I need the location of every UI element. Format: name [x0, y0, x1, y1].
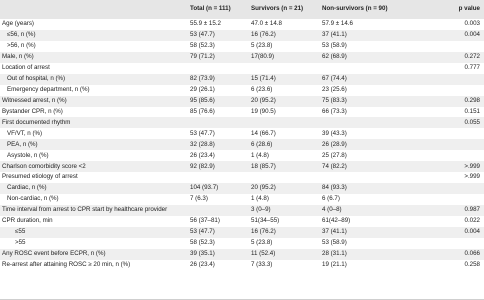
- cell-p-value: 0.022: [464, 217, 480, 225]
- table-row: [0, 85, 484, 96]
- cell-non-survivors: 61(42–89): [322, 217, 351, 225]
- cell-p-value: 0.004: [464, 228, 480, 236]
- cell-non-survivors: 19 (21.1): [322, 260, 347, 268]
- row-label: ≤55: [15, 228, 26, 236]
- cell-non-survivors: 66 (73.3): [322, 107, 347, 115]
- row-label: First documented rhythm: [2, 118, 71, 126]
- cell-non-survivors: 84 (93.3): [322, 184, 347, 192]
- cell-non-survivors: [320, 172, 435, 183]
- cell-survivors: 1 (4.8): [251, 195, 269, 203]
- cell-p-value: [435, 85, 484, 96]
- cell-survivors: 47.0 ± 14.8: [251, 20, 282, 28]
- cell-non-survivors: 37 (41.1): [322, 31, 347, 39]
- cell-p-value: [435, 183, 484, 194]
- table-row: [0, 117, 484, 128]
- cell-survivors: 7 (33.3): [251, 260, 273, 268]
- cell-survivors: 19 (90.5): [251, 107, 276, 115]
- table-row: [0, 128, 484, 139]
- cell-p-value: 0.151: [464, 107, 480, 115]
- cell-total: 26 (23.4): [190, 260, 215, 268]
- cell-total: 53 (47.7): [190, 31, 215, 39]
- row-label: Location of arrest: [2, 64, 50, 72]
- cell-total: 55.9 ± 15.2: [190, 20, 221, 28]
- cell-p-value: [435, 41, 484, 52]
- header-total: Total (n = 111): [190, 5, 231, 13]
- row-label: Presumed etiology of arrest: [2, 173, 78, 181]
- row-label: Cardiac, n (%): [7, 184, 47, 192]
- cell-non-survivors: 62 (68.9): [322, 53, 347, 61]
- cell-survivors: 16 (76.2): [251, 228, 276, 236]
- cell-survivors: 6 (23.6): [251, 85, 273, 93]
- cell-survivors: [249, 63, 320, 74]
- header-p-value: p value: [458, 5, 480, 13]
- table-body: [0, 19, 484, 271]
- row-label: Time interval from arrest to CPR start by healthcare provider: [2, 206, 168, 214]
- cell-p-value: 0.777: [464, 64, 480, 72]
- table-row: [0, 183, 484, 194]
- cell-total: 95 (85.6): [190, 96, 215, 104]
- cell-non-survivors: 53 (58.9): [322, 239, 347, 247]
- cell-survivors: 6 (28.6): [251, 140, 273, 148]
- cell-survivors: 1 (4.8): [251, 151, 269, 159]
- header-label-column: [0, 0, 188, 19]
- header-non-survivors: Non-survivors (n = 90): [322, 5, 388, 13]
- cell-survivors: [249, 117, 320, 128]
- row-label: Asystole, n (%): [7, 151, 49, 159]
- cell-non-survivors: 75 (83.3): [322, 96, 347, 104]
- row-label: Any ROSC event before ECPR, n (%): [2, 250, 106, 258]
- table-row: [0, 161, 484, 172]
- row-label: ≤56, n (%): [7, 31, 36, 39]
- cell-non-survivors: 37 (41.1): [322, 228, 347, 236]
- table-row: [0, 172, 484, 183]
- cell-non-survivors: 4 (0–8): [322, 206, 342, 214]
- table-row: [0, 205, 484, 216]
- cell-total: 29 (26.1): [190, 85, 215, 93]
- row-label: Charlson comorbidity score <2: [2, 162, 86, 170]
- row-label: Out of hospital, n (%): [7, 75, 66, 83]
- cell-survivors: 51(34–55): [251, 217, 280, 225]
- table-row: [0, 216, 484, 227]
- row-label: Age (years): [2, 20, 34, 28]
- cell-total: 32 (28.8): [190, 140, 215, 148]
- cell-p-value: [435, 128, 484, 139]
- row-label: PEA, n (%): [7, 140, 38, 148]
- table-row: [0, 260, 484, 271]
- cell-p-value: [435, 139, 484, 150]
- cell-non-survivors: 26 (28.9): [322, 140, 347, 148]
- cell-p-value: 0.258: [464, 260, 480, 268]
- cell-total: [188, 117, 249, 128]
- cell-survivors: 5 (23.8): [251, 239, 273, 247]
- table-row: [0, 74, 484, 85]
- cell-survivors: 11 (52.4): [251, 250, 276, 258]
- row-label: Bystander CPR, n (%): [2, 107, 63, 115]
- cell-total: 53 (47.7): [190, 129, 215, 137]
- cell-total: 56 (37–81): [190, 217, 220, 225]
- cell-p-value: 0.055: [464, 118, 480, 126]
- table-row: [0, 249, 484, 260]
- row-label: VF/VT, n (%): [7, 129, 43, 137]
- cell-total: 7 (6.3): [190, 195, 208, 203]
- cell-p-value: 0.987: [464, 206, 480, 214]
- header-survivors: Survivors (n = 21): [251, 5, 304, 13]
- cell-total: 53 (47.7): [190, 228, 215, 236]
- table-row: [0, 41, 484, 52]
- cell-non-survivors: 53 (58.9): [322, 42, 347, 50]
- cell-survivors: 5 (23.8): [251, 42, 273, 50]
- table-row: [0, 63, 484, 74]
- cell-p-value: 0.272: [464, 53, 480, 61]
- cell-total: [188, 172, 249, 183]
- table-row: [0, 52, 484, 63]
- cell-p-value: >.999: [464, 162, 480, 170]
- row-label: CPR duration, min: [2, 217, 53, 225]
- row-label: Non-cardiac, n (%): [7, 195, 59, 203]
- cell-survivors: 17(80.9): [251, 53, 275, 61]
- cell-total: 82 (73.9): [190, 75, 215, 83]
- cell-non-survivors: 74 (82.2): [322, 162, 347, 170]
- cell-non-survivors: 23 (25.6): [322, 85, 347, 93]
- row-label: Male, n (%): [2, 53, 34, 61]
- cell-p-value: 0.004: [464, 31, 480, 39]
- cell-survivors: 15 (71.4): [251, 75, 276, 83]
- cell-p-value: [435, 238, 484, 249]
- cell-total: 79 (71.2): [190, 53, 215, 61]
- cell-non-survivors: 25 (27.8): [322, 151, 347, 159]
- cell-total: [188, 63, 249, 74]
- cell-total: 92 (82.9): [190, 162, 215, 170]
- cell-total: 85 (76.6): [190, 107, 215, 115]
- cell-non-survivors: 6 (6.7): [322, 195, 340, 203]
- table-header-row: [0, 0, 484, 19]
- cell-total: 58 (52.3): [190, 42, 215, 50]
- cell-p-value: [435, 74, 484, 85]
- row-label: Witnessed arrest, n (%): [2, 96, 67, 104]
- table-row: [0, 238, 484, 249]
- cell-total: 26 (23.4): [190, 151, 215, 159]
- cell-p-value: >.999: [464, 173, 480, 181]
- row-label: >56, n (%): [7, 42, 36, 50]
- row-label: Re-arrest after attaining ROSC ≥ 20 min, n (%): [2, 260, 131, 268]
- table-row: [0, 227, 484, 238]
- cell-survivors: 14 (66.7): [251, 129, 276, 137]
- cell-total: [188, 205, 249, 216]
- cell-p-value: 0.066: [464, 250, 480, 258]
- table-row: [0, 194, 484, 205]
- cell-non-survivors: 57.9 ± 14.6: [322, 20, 353, 28]
- cell-total: 39 (35.1): [190, 250, 215, 258]
- cell-p-value: [435, 194, 484, 205]
- table-row: [0, 30, 484, 41]
- cell-p-value: [435, 150, 484, 161]
- cell-p-value: 0.003: [464, 20, 480, 28]
- row-label: >55: [15, 239, 26, 247]
- table-row: [0, 96, 484, 107]
- table-row: [0, 107, 484, 118]
- table-row: [0, 139, 484, 150]
- cell-total: 104 (93.7): [190, 184, 219, 192]
- cell-survivors: 16 (76.2): [251, 31, 276, 39]
- cell-survivors: [249, 172, 320, 183]
- cell-survivors: 18 (85.7): [251, 162, 276, 170]
- cell-non-survivors: 28 (31.1): [322, 250, 347, 258]
- cell-total: 58 (52.3): [190, 239, 215, 247]
- cell-survivors: 20 (95.2): [251, 96, 276, 104]
- row-label: Emergency department, n (%): [7, 85, 90, 93]
- cell-non-survivors: [320, 63, 435, 74]
- cell-survivors: 20 (95.2): [251, 184, 276, 192]
- cell-p-value: 0.298: [464, 96, 480, 104]
- cell-non-survivors: 67 (74.4): [322, 75, 347, 83]
- cell-non-survivors: [320, 117, 435, 128]
- table-row: [0, 19, 484, 30]
- table-row: [0, 150, 484, 161]
- cell-survivors: 3 (0–9): [251, 206, 271, 214]
- cell-non-survivors: 39 (43.3): [322, 129, 347, 137]
